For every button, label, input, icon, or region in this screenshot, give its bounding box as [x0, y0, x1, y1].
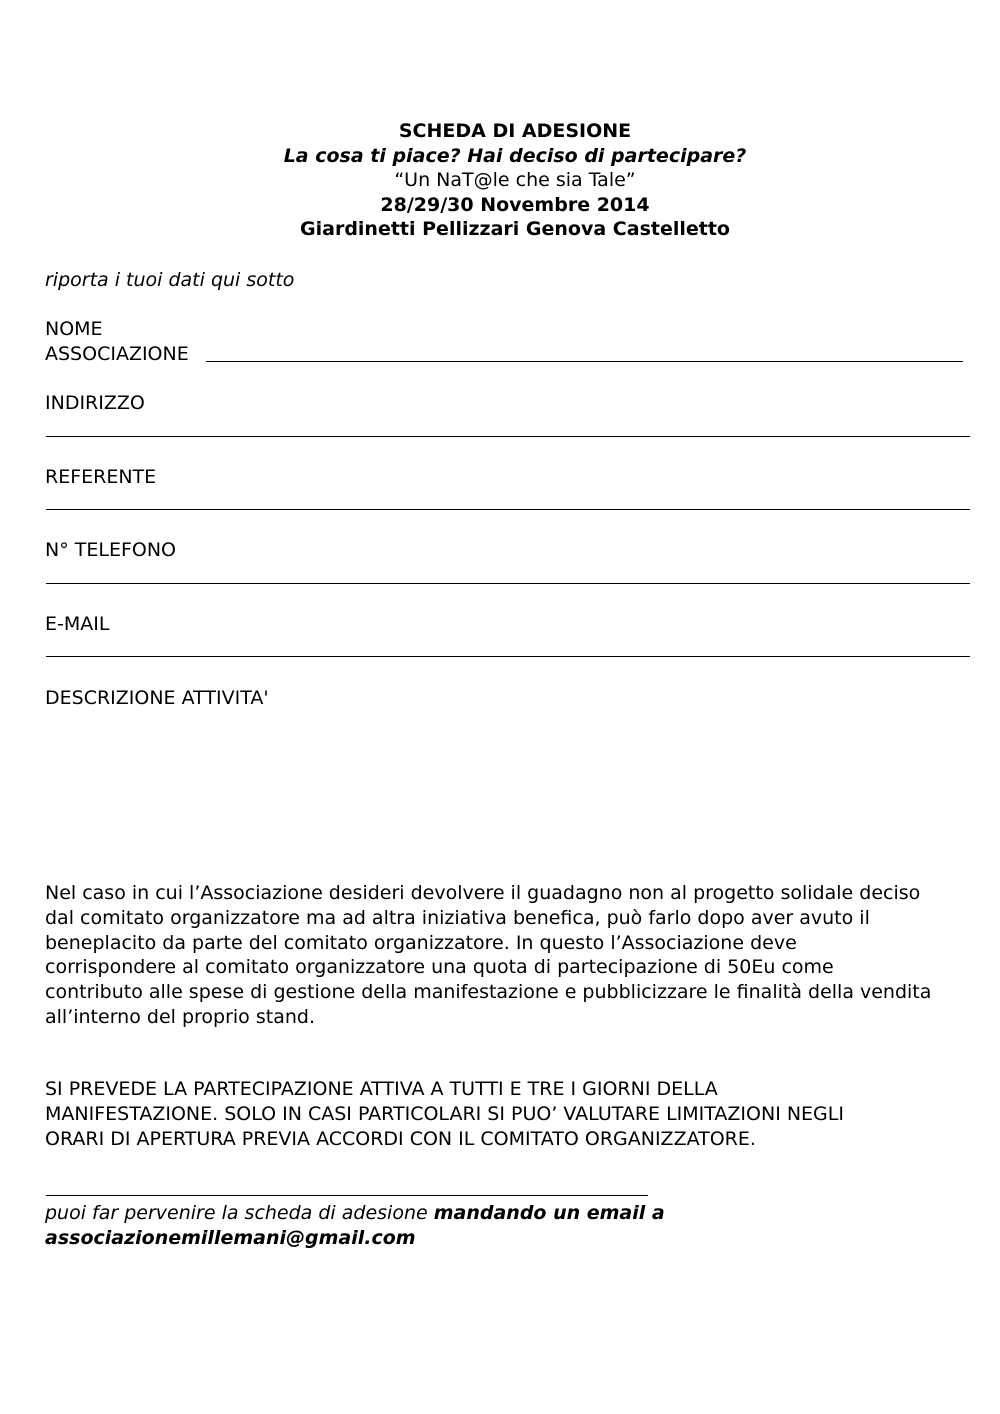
telefono-label: N° TELEFONO	[45, 539, 177, 561]
associazione-label: ASSOCIAZIONE	[45, 343, 189, 365]
paragraph-line: SI PREVEDE LA PARTECIPAZIONE ATTIVA A TUTTI E TRE I GIORNI DELLA	[45, 1078, 718, 1100]
event-dates: 28/29/30 Novembre 2014	[380, 193, 650, 216]
send-text-bold: mandando un email a	[433, 1202, 665, 1224]
document-header	[0, 119, 1000, 242]
send-text: puoi far pervenire la scheda di adesione	[45, 1202, 434, 1224]
event-location: Giardinetti Pellizzari Genova Castelletto	[300, 218, 730, 240]
paragraph-line: MANIFESTAZIONE. SOLO IN CASI PARTICOLARI SI PUO’ VALUTARE LIMITAZIONI NEGLI	[45, 1102, 844, 1125]
paragraph-line: contributo alle spese di gestione della manifestazione e pubblicizzare le finalità della vendita	[45, 981, 932, 1004]
paragraph-line: Nel caso in cui l’Associazione desideri devolvere il guadagno non al progetto solidale deciso	[45, 882, 921, 904]
telefono-field[interactable]	[46, 583, 970, 584]
contact-email-link[interactable]: associazionemillemani@gmail.com	[45, 1227, 416, 1249]
indirizzo-field[interactable]	[46, 436, 970, 437]
event-name: “Un NaT@le che sia Tale”	[394, 169, 636, 191]
paragraph-line: all’interno del proprio stand.	[45, 1005, 315, 1028]
footer-separator	[46, 1195, 648, 1196]
paragraph-line: corrispondere al comitato organizzatore una quota di partecipazione di 50Eu come	[45, 956, 834, 979]
donation-paragraph	[45, 881, 995, 1030]
header-question: La cosa ti piace? Hai deciso di partecipare?	[283, 144, 747, 167]
form-intro: riporta i tuoi dati qui sotto	[45, 269, 295, 291]
indirizzo-label: INDIRIZZO	[45, 392, 145, 414]
paragraph-line: dal comitato organizzatore ma ad altra iniziativa benefica, può farlo dopo aver avuto il	[45, 906, 870, 929]
referente-label: REFERENTE	[45, 466, 157, 488]
send-instructions	[45, 1201, 665, 1226]
nome-label: NOME	[45, 318, 103, 340]
paragraph-line: beneplacito da parte del comitato organizzatore. In questo l’Associazione deve	[45, 931, 797, 954]
descrizione-label: DESCRIZIONE ATTIVITA'	[45, 687, 269, 709]
email-field[interactable]	[46, 656, 970, 657]
descrizione-area[interactable]	[45, 715, 965, 865]
participation-paragraph	[45, 1077, 995, 1151]
form-title: SCHEDA DI ADESIONE	[398, 120, 632, 142]
email-label: E-MAIL	[45, 613, 110, 635]
referente-field[interactable]	[46, 509, 970, 510]
paragraph-line: ORARI DI APERTURA PREVIA ACCORDI CON IL COMITATO ORGANIZZATORE.	[45, 1127, 756, 1150]
associazione-field[interactable]	[206, 361, 963, 362]
